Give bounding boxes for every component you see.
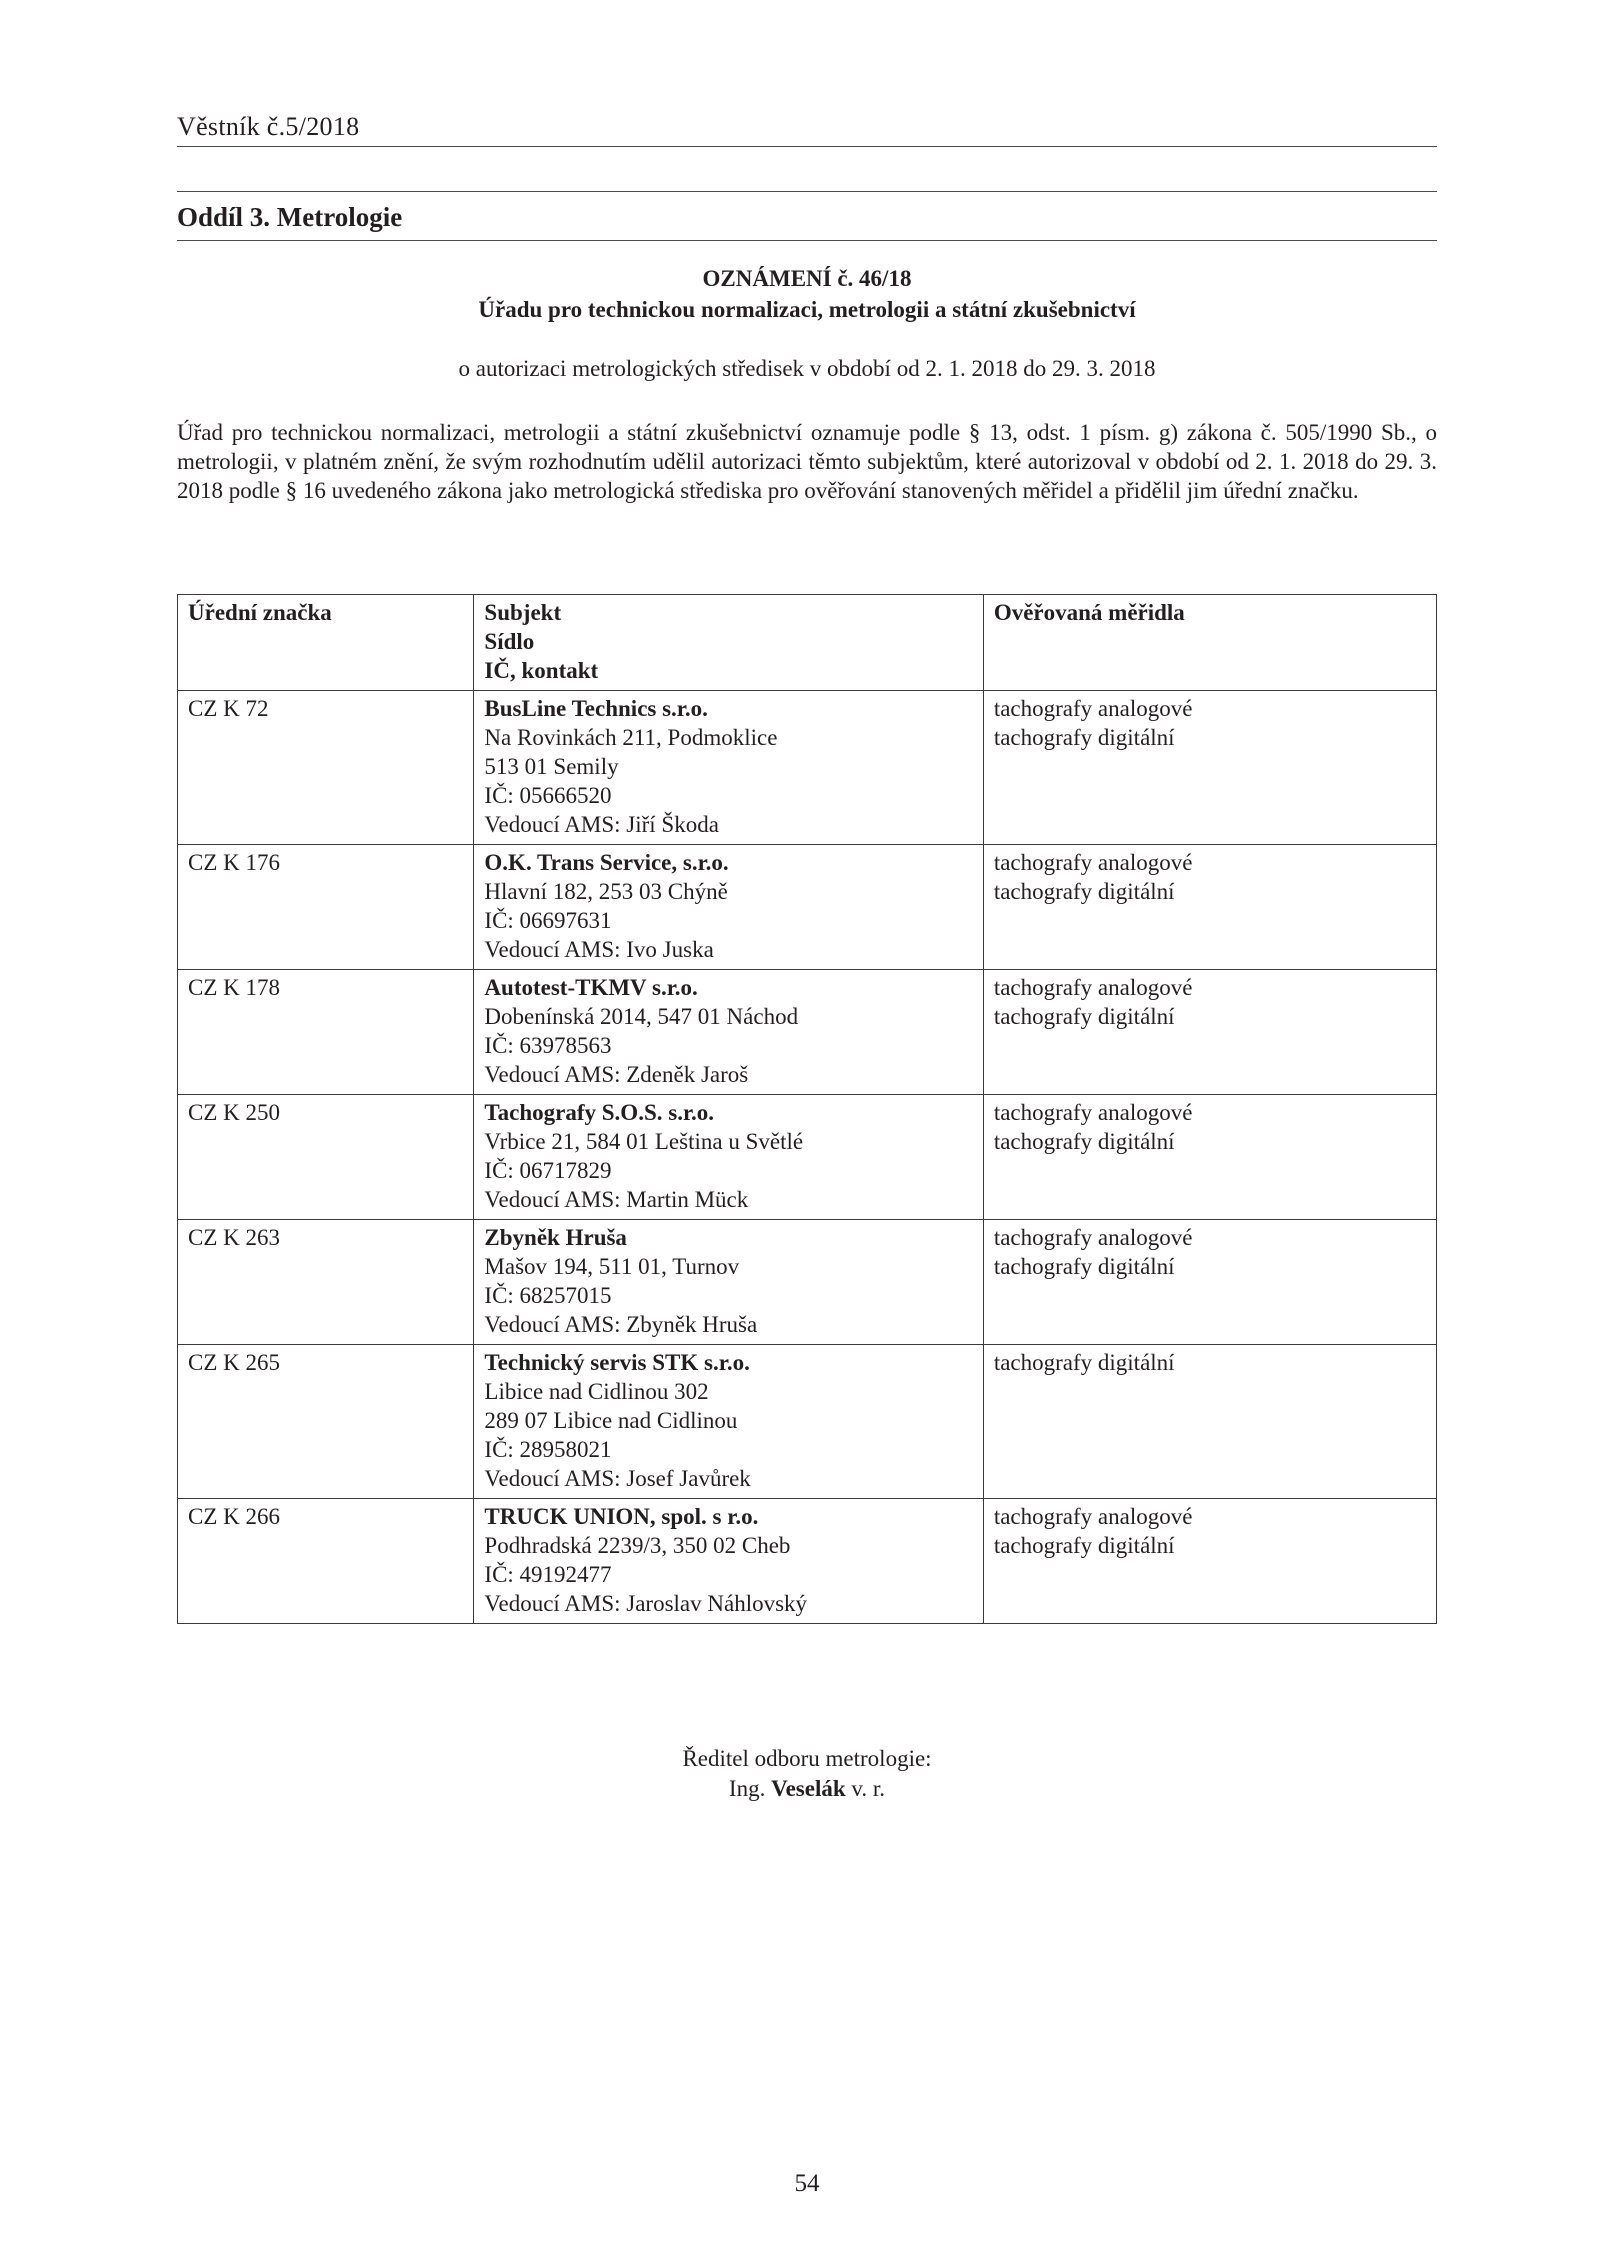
- official-mark: CZ K 176: [188, 850, 280, 875]
- subject-detail: IČ: 68257015: [484, 1283, 612, 1308]
- subject-detail: Vedoucí AMS: Jiří Škoda: [484, 812, 719, 837]
- subject-name: O.K. Trans Service, s.r.o.: [484, 850, 729, 875]
- subject-name: BusLine Technics s.r.o.: [484, 696, 708, 721]
- instrument-type: tachografy analogové: [993, 975, 1193, 1000]
- cell-mark: [178, 1499, 474, 1624]
- instrument-type: tachografy analogové: [993, 696, 1193, 721]
- cell-subject: [474, 1220, 983, 1345]
- instrument-type: tachografy digitální: [993, 1254, 1175, 1279]
- instrument-type: tachografy digitální: [993, 1004, 1175, 1029]
- section-rule-top: [177, 191, 1437, 192]
- table-row: [178, 1220, 1437, 1345]
- subject-detail: IČ: 06717829: [484, 1158, 612, 1183]
- cell-mark: [178, 845, 474, 970]
- header-subject-line: Subjekt: [484, 600, 562, 625]
- official-mark: CZ K 178: [188, 975, 280, 1000]
- intro-text: Úřad pro technickou normalizaci, metrologii a státní zkušebnictví oznamuje podle § 13, odst. 1 písm. g) zákona č. 505/1990 Sb., o metrologii, v platném znění, že svým rozhodnutím udělil autorizaci těmto subjektům, které autorizoval v období od 2. 1. 2018 do 29. 3. 2018 podle § 16 uvedeného zákona jako metrologická střediska pro ověřování stanovených měřidel a přidělil jim úřední značku.: [177, 420, 1437, 503]
- notice-issuer: Úřadu pro technickou normalizaci, metrologii a státní zkušebnictví: [478, 297, 1136, 322]
- signature-suffix: v. r.: [851, 1776, 886, 1801]
- subject-name: TRUCK UNION, spol. s r.o.: [484, 1504, 759, 1529]
- official-mark: CZ K 72: [188, 696, 269, 721]
- instrument-type: tachografy analogové: [993, 850, 1193, 875]
- instrument-type: tachografy digitální: [993, 725, 1175, 750]
- table-row: [178, 1345, 1437, 1499]
- subject-name: Autotest-TKMV s.r.o.: [484, 975, 698, 1000]
- table-row: [178, 845, 1437, 970]
- instrument-type: tachografy digitální: [993, 1533, 1175, 1558]
- cell-mark: [178, 1345, 474, 1499]
- cell-mark: [178, 970, 474, 1095]
- subject-name: Tachografy S.O.S. s.r.o.: [484, 1100, 715, 1125]
- signature-role: Ředitel odboru metrologie:: [682, 1746, 932, 1771]
- instrument-type: tachografy analogové: [993, 1504, 1193, 1529]
- header-subject-line: IČ, kontakt: [484, 658, 599, 683]
- header-mark-label: Úřední značka: [188, 600, 332, 625]
- cell-instruments: [983, 1220, 1436, 1345]
- subject-detail: IČ: 06697631: [484, 908, 612, 933]
- intro-paragraph: [177, 418, 1437, 505]
- subject-detail: IČ: 28958021: [484, 1437, 612, 1462]
- header-instruments: [983, 595, 1436, 691]
- subject-detail: IČ: 05666520: [484, 783, 612, 808]
- cell-instruments: [983, 970, 1436, 1095]
- signature-name-line: [177, 1774, 1437, 1804]
- subject-detail: Vedoucí AMS: Ivo Juska: [484, 937, 714, 962]
- cell-mark: [178, 691, 474, 845]
- notice-title: OZNÁMENÍ č. 46/18: [702, 266, 912, 291]
- instrument-type: tachografy digitální: [993, 1129, 1175, 1154]
- subject-name: Technický servis STK s.r.o.: [484, 1350, 750, 1375]
- instrument-type: tachografy analogové: [993, 1100, 1193, 1125]
- authorization-table: [177, 594, 1437, 1624]
- table-row: [178, 691, 1437, 845]
- header-instruments-label: Ověřovaná měřidla: [993, 600, 1185, 625]
- subject-detail: Vedoucí AMS: Zdeněk Jaroš: [484, 1062, 749, 1087]
- subject-detail: 289 07 Libice nad Cidlinou: [484, 1408, 738, 1433]
- cell-mark: [178, 1095, 474, 1220]
- subject-detail: Vedoucí AMS: Jaroslav Náhlovský: [484, 1591, 808, 1616]
- notice-subject: o autorizaci metrologických středisek v období od 2. 1. 2018 do 29. 3. 2018: [458, 356, 1156, 381]
- subject-detail: Podhradská 2239/3, 350 02 Cheb: [484, 1533, 791, 1558]
- instrument-type: tachografy digitální: [993, 879, 1175, 904]
- table-row: [178, 1499, 1437, 1624]
- table-body: [178, 691, 1437, 1624]
- cell-subject: [474, 845, 983, 970]
- subject-detail: Libice nad Cidlinou 302: [484, 1379, 709, 1404]
- signature-prefix: Ing.: [728, 1776, 766, 1801]
- signature-surname: Veselák: [771, 1776, 846, 1801]
- subject-detail: Mašov 194, 511 01, Turnov: [484, 1254, 740, 1279]
- section-title: Oddíl 3. Metrologie: [177, 202, 403, 232]
- official-mark: CZ K 263: [188, 1225, 280, 1250]
- subject-detail: 513 01 Semily: [484, 754, 619, 779]
- instrument-type: tachografy analogové: [993, 1225, 1193, 1250]
- page-number: 54: [794, 2170, 820, 2197]
- table-header-row: [178, 595, 1437, 691]
- subject-detail: IČ: 63978563: [484, 1033, 612, 1058]
- signature-block: [177, 1744, 1437, 1804]
- cell-instruments: [983, 1095, 1436, 1220]
- subject-detail: Dobenínská 2014, 547 01 Náchod: [484, 1004, 799, 1029]
- cell-subject: [474, 1499, 983, 1624]
- section-rule-bottom: [177, 240, 1437, 241]
- cell-instruments: [983, 1499, 1436, 1624]
- official-mark: CZ K 250: [188, 1100, 280, 1125]
- subject-detail: Vedoucí AMS: Zbyněk Hruša: [484, 1312, 758, 1337]
- cell-subject: [474, 691, 983, 845]
- cell-instruments: [983, 691, 1436, 845]
- header-subject: [474, 595, 983, 691]
- subject-detail: Na Rovinkách 211, Podmoklice: [484, 725, 778, 750]
- official-mark: CZ K 266: [188, 1504, 280, 1529]
- instrument-type: tachografy digitální: [993, 1350, 1175, 1375]
- table-row: [178, 1095, 1437, 1220]
- subject-detail: Hlavní 182, 253 03 Chýně: [484, 879, 728, 904]
- subject-detail: Vedoucí AMS: Josef Javůrek: [484, 1466, 751, 1491]
- table-row: [178, 970, 1437, 1095]
- subject-detail: Vedoucí AMS: Martin Mück: [484, 1187, 749, 1212]
- header-subject-line: Sídlo: [484, 629, 535, 654]
- cell-subject: [474, 970, 983, 1095]
- subject-detail: IČ: 49192477: [484, 1562, 612, 1587]
- official-mark: CZ K 265: [188, 1350, 280, 1375]
- subject-name: Zbyněk Hruša: [484, 1225, 627, 1250]
- cell-subject: [474, 1095, 983, 1220]
- header-rule: [177, 146, 1437, 147]
- cell-instruments: [983, 845, 1436, 970]
- cell-mark: [178, 1220, 474, 1345]
- cell-instruments: [983, 1345, 1436, 1499]
- header-mark: [178, 595, 474, 691]
- running-head: Věstník č.5/2018: [177, 112, 360, 141]
- cell-subject: [474, 1345, 983, 1499]
- subject-detail: Vrbice 21, 584 01 Leština u Světlé: [484, 1129, 804, 1154]
